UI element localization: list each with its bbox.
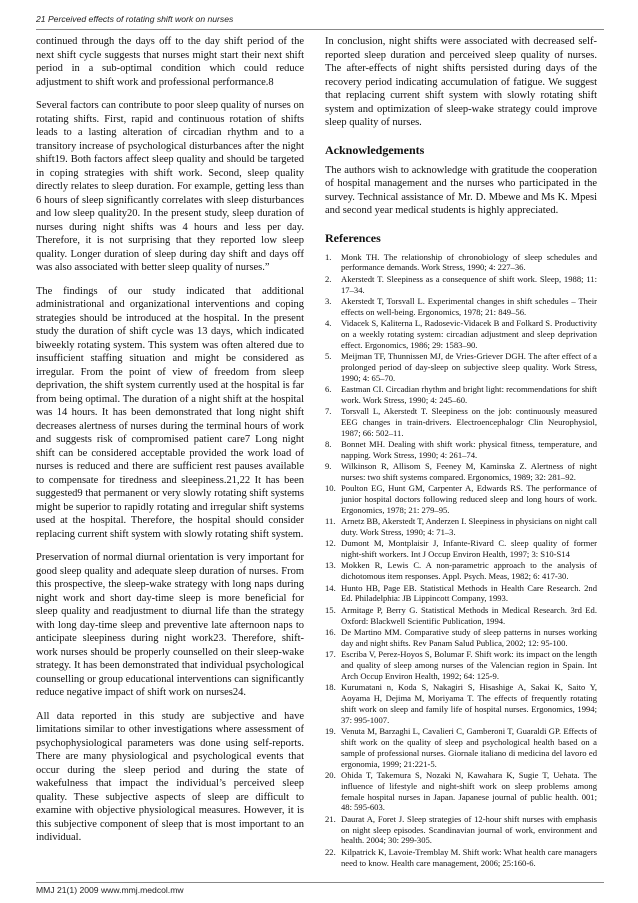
reference-item	[325, 252, 597, 274]
reference-item	[325, 649, 597, 682]
reference-item	[325, 516, 597, 538]
reference-item	[325, 351, 597, 384]
reference-text: Poulton EG, Hunt GM, Carpenter A, Edwards RS. The performance of junior hospital doctors following reduced sleep and long hours of work. Ergonomics, 1978; 21: 279–95.	[341, 483, 597, 516]
reference-text: Dumont M, Montplaisir J, Infante-Rivard C. sleep quality of former night-shift workers. Int J Occup Environ Health, 1997; 3: S10-S14	[341, 538, 597, 560]
reference-number: 19.	[325, 725, 336, 736]
reference-item	[325, 583, 597, 605]
reference-text: Ohida T, Takemura S, Nozaki N, Kawahara K, Sugie T, Uehata. The influence of lifestyle and night-shift work on sleep problems among female hospital nurses in Japan. Japanese journal of public health. 001; 48: 595-603.	[341, 769, 597, 813]
reference-text: Kurumatani n, Koda S, Nakagiri S, Hisashige A, Sakai K, Saito Y, Aoyama H, Dejima M, Moriyama T. The effects of frequently rotating shift work on sleep and family life of hospital nurses. Ergonomics, 1994; 37: 995-1007.	[341, 681, 597, 725]
reference-text: Mokken R, Lewis C. A non-parametric approach to the analysis of dichotomous item responses. Appl. Psych. Meas, 1982; 6: 417-30.	[341, 560, 597, 582]
reference-item	[325, 605, 597, 627]
reference-number: 7.	[325, 405, 332, 416]
acknowledgements-heading: Acknowledgements	[325, 142, 425, 157]
reference-item	[325, 847, 597, 869]
reference-number: 1.	[325, 251, 332, 262]
body-paragraph: continued through the days off to the day shift period of the next shift cycle suggests that nurses might start their next shift period in a sub-optimal condition which could reduce adjustment to shift work and professional performance.8	[36, 36, 304, 88]
reference-text: Kilpatrick K, Lavoie-Tremblay M. Shift work: What health care managers need to know. Health care management, 2006; 25:160-6.	[341, 846, 597, 868]
reference-text: Eastman CI. Circadian rhythm and bright light: recommendations for shift work. Work Stress, 1990; 4: 245–60.	[341, 383, 597, 405]
reference-item	[325, 682, 597, 726]
reference-text: Meijman TF, Thunnissen MJ, de Vries-Griever DGH. The after effect of a prolonged period of day-sleep on subjective sleep quality. Work Stress, 1990; 4: 65–70.	[341, 350, 597, 383]
reference-item	[325, 274, 597, 296]
reference-number: 16.	[325, 626, 336, 637]
reference-number: 22.	[325, 846, 336, 857]
reference-item	[325, 296, 597, 318]
reference-number: 15.	[325, 604, 336, 615]
reference-number: 13.	[325, 560, 336, 571]
reference-number: 2.	[325, 273, 332, 284]
reference-text: Hunto HB, Page EB. Statistical Methods in Health Care Research. 2nd Ed. Philadelphia: JB Lippincott Company, 1993.	[341, 582, 597, 604]
journal-citation: MMJ 21(1) 2009 www.mmj.medcol.mw	[36, 885, 184, 895]
reference-item	[325, 726, 597, 770]
reference-item	[325, 406, 597, 439]
reference-number: 20.	[325, 769, 336, 780]
reference-text: Daurat A, Foret J. Sleep strategies of 12-hour shift nurses with emphasis on night sleep episodes. Scandinavian journal of work, environment and health. 2004; 30: 299-305.	[341, 813, 597, 846]
reference-item	[325, 439, 597, 461]
reference-number: 10.	[325, 483, 336, 494]
reference-number: 14.	[325, 582, 336, 593]
reference-item	[325, 461, 597, 483]
reference-item	[325, 318, 597, 351]
left-column	[36, 35, 304, 855]
reference-number: 12.	[325, 538, 336, 549]
reference-number: 3.	[325, 295, 332, 306]
reference-number: 18.	[325, 681, 336, 692]
reference-text: Arnetz BB, Akerstedt T, Anderzen I. Sleepiness in physicians on night call duty. Work Stress, 1990; 4: 71–3.	[341, 516, 598, 538]
reference-text: Venuta M, Barzaghi L, Cavalieri C, Gamberoni T, Guaraldi GP. Effects of shift work on the quality of sleep and psychological health based on a sample of professional nurses. Giornale italiano di medicina del lavoro ed ergonomia, 1999; 21:221-5.	[341, 725, 597, 769]
reference-item	[325, 384, 597, 406]
reference-text: Akerstedt T. Sleepiness as a consequence of shift work. Sleep, 1988; 11: 17–34.	[341, 273, 597, 295]
reference-number: 17.	[325, 648, 336, 659]
running-header	[36, 14, 604, 30]
reference-number: 9.	[325, 461, 332, 472]
reference-text: Torsvall L, Akerstedt T. Sleepiness on the job: continuously measured EEG changes in train-drivers. Electroencephalogr Clin Neurophysiol, 1987; 66: 502–11.	[341, 405, 597, 438]
body-paragraph: The findings of our study indicated that additional administrational and organizational interventions and coping strategies should be introduced at the hospital. In the present study the duration of shift cycle was 13 days, which indicated biweekly rotating system. This system was often altered due to insufficient staffing situation and might be considered as irregular. From the point of view of freedom from sleep deprivation, the shift system currently used at the hospital is far from being optimal. The duration of a night shift at the hospital was 14 hours. It has been demonstrated that long night shift decreases alertness of nurses during the terminal hours of work and suggests risk of compromised patient care7 Long night shift can be considered acceptable provided the work load of nurses is reduced and there are sufficient rest pauses available to compensate for tiredness and sleepiness.21,22 It has been suggested9 that permanent or very slowly rotating shift systems might be superior to rapidly rotating and irregular shift systems used at the hospital. Therefore, the hospital should consider replacing current shift system with slowly rotating shift system.	[36, 285, 304, 540]
body-paragraph: All data reported in this study are subjective and have limitations similar to other investigations where assessment of psychophysiological parameters was done using self-reports. There are many physiological and psychological events that occur during the sleep period and during the state of wakefulness that impact the individual’s perceived sleep quality. These subjective aspects of sleep are difficult to examine with objective physiological measures. However, it is this subjective component of sleep that is most important to an individual.	[36, 710, 304, 843]
reference-text: De Martino MM. Comparative study of sleep patterns in nurses working day and night shifts. Rev Panam Salud Publica, 2002; 12: 95-100.	[341, 626, 597, 648]
reference-text: Monk TH. The relationship of chronobiology of sleep schedules and performance demands. Work Stress, 1990; 4: 227–36.	[341, 251, 597, 273]
conclusion-paragraph: In conclusion, night shifts were associated with decreased self-reported sleep duration and perceived sleep quality of nurses. The after-effects of night shifts persisted during days of the recovery period indicating accumulation of fatigue. We suggest that replacing current shift system with slowly rotating shift system and optimization of sleep-wake strategy could improve sleep quality of nurses.	[325, 36, 597, 128]
reference-number: 8.	[325, 438, 332, 449]
reference-item	[325, 814, 597, 847]
reference-item	[325, 770, 597, 814]
reference-text: Vidacek S, Kaliterna L, Radosevic-Vidacek B and Folkard S. Productivity on a weekly rotating system: circadian adjustment and sleep deprivation effect. Ergonomics, 1986; 29: 1583–90.	[341, 317, 597, 350]
running-title: 21 Perceived effects of rotating shift work on nurses	[36, 14, 234, 24]
reference-text: Bonnet MH. Dealing with shift work: physical fitness, temperature, and napping. Work Stress, 1990; 4: 261–74.	[341, 438, 597, 460]
reference-text: Akerstedt T, Torsvall L. Experimental changes in shift schedules – Their effects on well-being. Ergonomics, 1978; 21: 849–56.	[341, 295, 597, 317]
acknowledgements-paragraph: The authors wish to acknowledge with gratitude the cooperation of hospital management and the nurses who participated in the survey. Technical assistance of Mr. D. Mbewe and Ms K. Mpesi and second year medical students is highly appreciated.	[325, 164, 597, 216]
right-column	[325, 35, 597, 869]
reference-text: Armitage P, Berry G. Statistical Methods in Medical Research. 3rd Ed. Oxford: Blackwell Scientific Publication, 1994.	[341, 604, 597, 626]
reference-number: 11.	[325, 516, 336, 527]
references-heading: References	[325, 230, 381, 245]
reference-number: 4.	[325, 317, 332, 328]
reference-list	[325, 252, 597, 869]
body-paragraph: Several factors can contribute to poor sleep quality of nurses on rotating shifts. First, rapid and continuous rotation of shifts leads to a lasting alteration of circadian rhythm and to a transitory increase of psychological disturbances after the night shift19. Both factors affect sleep quality and should be targeted in coping strategies with shift work. Second, sleep quality directly relates to sleep duration. For example, getting less than 6 hours of sleep significantly correlates with sleep disturbances and low sleep quality20. In the present study, sleep duration of nurses during night shifts was 4 hours and less per day. Therefore, it is not surprising that they reported low sleep quality. Longer duration of sleep during day shift and days off was also associated with better sleep quality of nurses.”	[36, 100, 304, 273]
reference-text: Escriba V, Perez-Hoyos S, Bolumar F. Shift work: its impact on the length and quality of sleep among nurses of the Valencian region in Spain. Int Arch Occup Environ Health, 1992; 64: 125-9.	[341, 648, 597, 681]
reference-number: 21.	[325, 813, 336, 824]
reference-item	[325, 483, 597, 516]
reference-item	[325, 538, 597, 560]
body-paragraph: Preservation of normal diurnal orientation is very important for good sleep quality and adequate sleep duration of nurses. From this prospective, the sleep-wake strategy with long naps during night work and short day-time sleep is more beneficial for sleep quality and readjustment to diurnal life than the strategy with long day-time sleep and preventive late afternoon naps to anticipate sleepiness during night work23. Therefore, shift-work nurses should be properly counselled on their sleep-wake strategy. It has been demonstrated that individual psychological counselling or group educational interventions can significantly reduce negative impact of shift work on nurses24.	[36, 552, 304, 698]
reference-item	[325, 627, 597, 649]
page-footer	[36, 882, 604, 895]
reference-text: Wilkinson R, Allisom S, Feeney M, Kaminska Z. Alertness of night nurses: two shift systems compared. Ergonomics, 1989; 32: 281–92.	[341, 461, 597, 482]
reference-number: 5.	[325, 350, 332, 361]
reference-number: 6.	[325, 383, 332, 394]
reference-item	[325, 560, 597, 582]
